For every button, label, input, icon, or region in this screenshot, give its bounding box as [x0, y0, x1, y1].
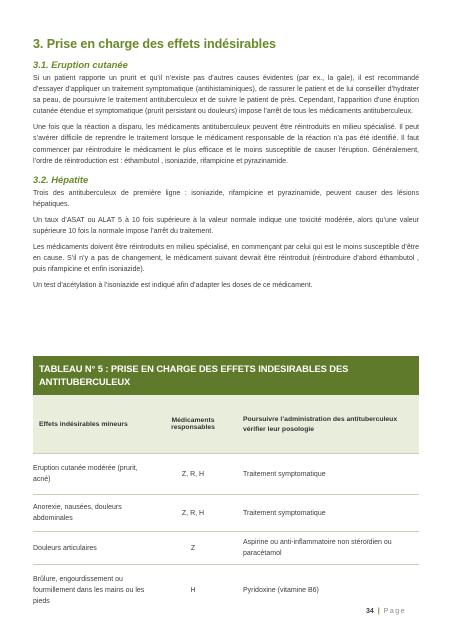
cell-drugs: Z — [190, 544, 196, 552]
paragraph: Trois des antituberculeux de première ligne : isoniazide, rifampicine et pyrazinamide, peuvent causer des lésions hépatiques. — [33, 189, 419, 208]
cell-effect: Douleurs articulaires — [33, 544, 97, 552]
cell-drugs: H — [190, 586, 196, 594]
paragraph: Une fois que la réaction a disparu, les médicaments antituberculeux peuvent être réintroduits en milieu spécialisé. Il peut s’avérer difficile de reprendre le traitement lorsque le médicament responsable de la réaction n’a pas été identifié. Il faut commencer par réintroduire le médicament le plus efficace et le moins susceptible de causer l’éruption. Généralement, l’ordre de réintroduction est : éthambutol , isoniazide, rifampicine et pyrazinamide. — [33, 124, 419, 165]
page-label: Page — [383, 608, 407, 615]
subsection-title-hepatite: 3.2. Hépatite — [33, 173, 89, 185]
table-title: TABLEAU N° 5 : PRISE EN CHARGE DES EFFETS INDESIRABLES DES ANTITUBERCULEUX — [33, 356, 419, 395]
paragraph: Les médicaments doivent être réintroduits en milieu spécialisé, en commençant par celui qui est le moins susceptible d’être en cause. S’il n’y a pas de changement, le médicament suivant devrait être réintroduit (réintroduire d’abord éthambutol , puis rifampicine et enfin isoniazide). — [33, 244, 419, 274]
page-footer — [366, 608, 406, 615]
footer-separator: | — [377, 608, 380, 615]
cell-action: Aspirine ou anti-inflammatoire non stéroïdien ou paracétamol — [243, 539, 392, 557]
cell-drugs: Z, R, H — [181, 509, 205, 517]
cell-action: Traitement symptomatique — [243, 509, 326, 517]
table-row — [33, 453, 419, 495]
column-header-drugs: Médicaments responsables — [171, 417, 215, 431]
table-row — [33, 565, 419, 615]
paragraph: Un taux d’ASAT ou ALAT 5 à 10 fois supérieure à la valeur normale indique une toxicité modérée, alors qu’une valeur supérieure 10 fois la normale impose l’arrêt du traitement. — [33, 216, 419, 236]
subsection-title-eruption: 3.1. Eruption cutanée — [33, 59, 128, 70]
table-column-headers — [33, 395, 419, 453]
page-number: 34 — [366, 608, 374, 615]
column-header-action — [235, 416, 419, 433]
cell-action: Pyridoxine (vitamine B6) — [243, 586, 319, 594]
table-row — [33, 495, 419, 532]
section-title: 3. Prise en charge des effets indésirables — [33, 37, 276, 51]
cell-effect: Eruption cutanée modérée (prurit, acné) — [33, 465, 138, 483]
cell-action: Traitement symptomatique — [243, 470, 326, 478]
paragraph: Un test d’acétylation à l’isoniazide est indiqué afin d’adapter les doses de ce médicament. — [33, 282, 313, 290]
cell-drugs: Z, R, H — [181, 470, 205, 478]
cell-effect: Brûlure, engourdissement ou fourmillement dans les mains ou les pieds — [33, 575, 145, 605]
column-header-action-line1: Poursuivre l’administration des antituberculeux — [243, 415, 398, 423]
column-header-action-line2: vérifier leur posologie — [243, 425, 315, 433]
cell-effect: Anorexie, nausées, douleurs abdominales — [33, 504, 122, 522]
side-effects-table — [33, 356, 419, 615]
table-row — [33, 532, 419, 565]
column-header-effects: Effets indésirables mineurs — [39, 420, 128, 428]
main-content — [33, 36, 419, 297]
paragraph: Si un patient rapporte un prurit et qu’il n’existe pas d’autres causes évidentes (par ex., la gale), il est recommandé d’essayer d’appliquer un traitement symptomatique (antihistaminiques), de rassurer le patient et de lui conseiller d’hydrater sa peau, de poursuivre le traitement antituberculeux et de suivre le patient de près. Cependant, l’apparition d’une éruption cutanée étendue et symptomatique (prurit persistant ou douleurs) impose l’arrêt de tous les médicaments antituberculeux. — [33, 75, 419, 116]
